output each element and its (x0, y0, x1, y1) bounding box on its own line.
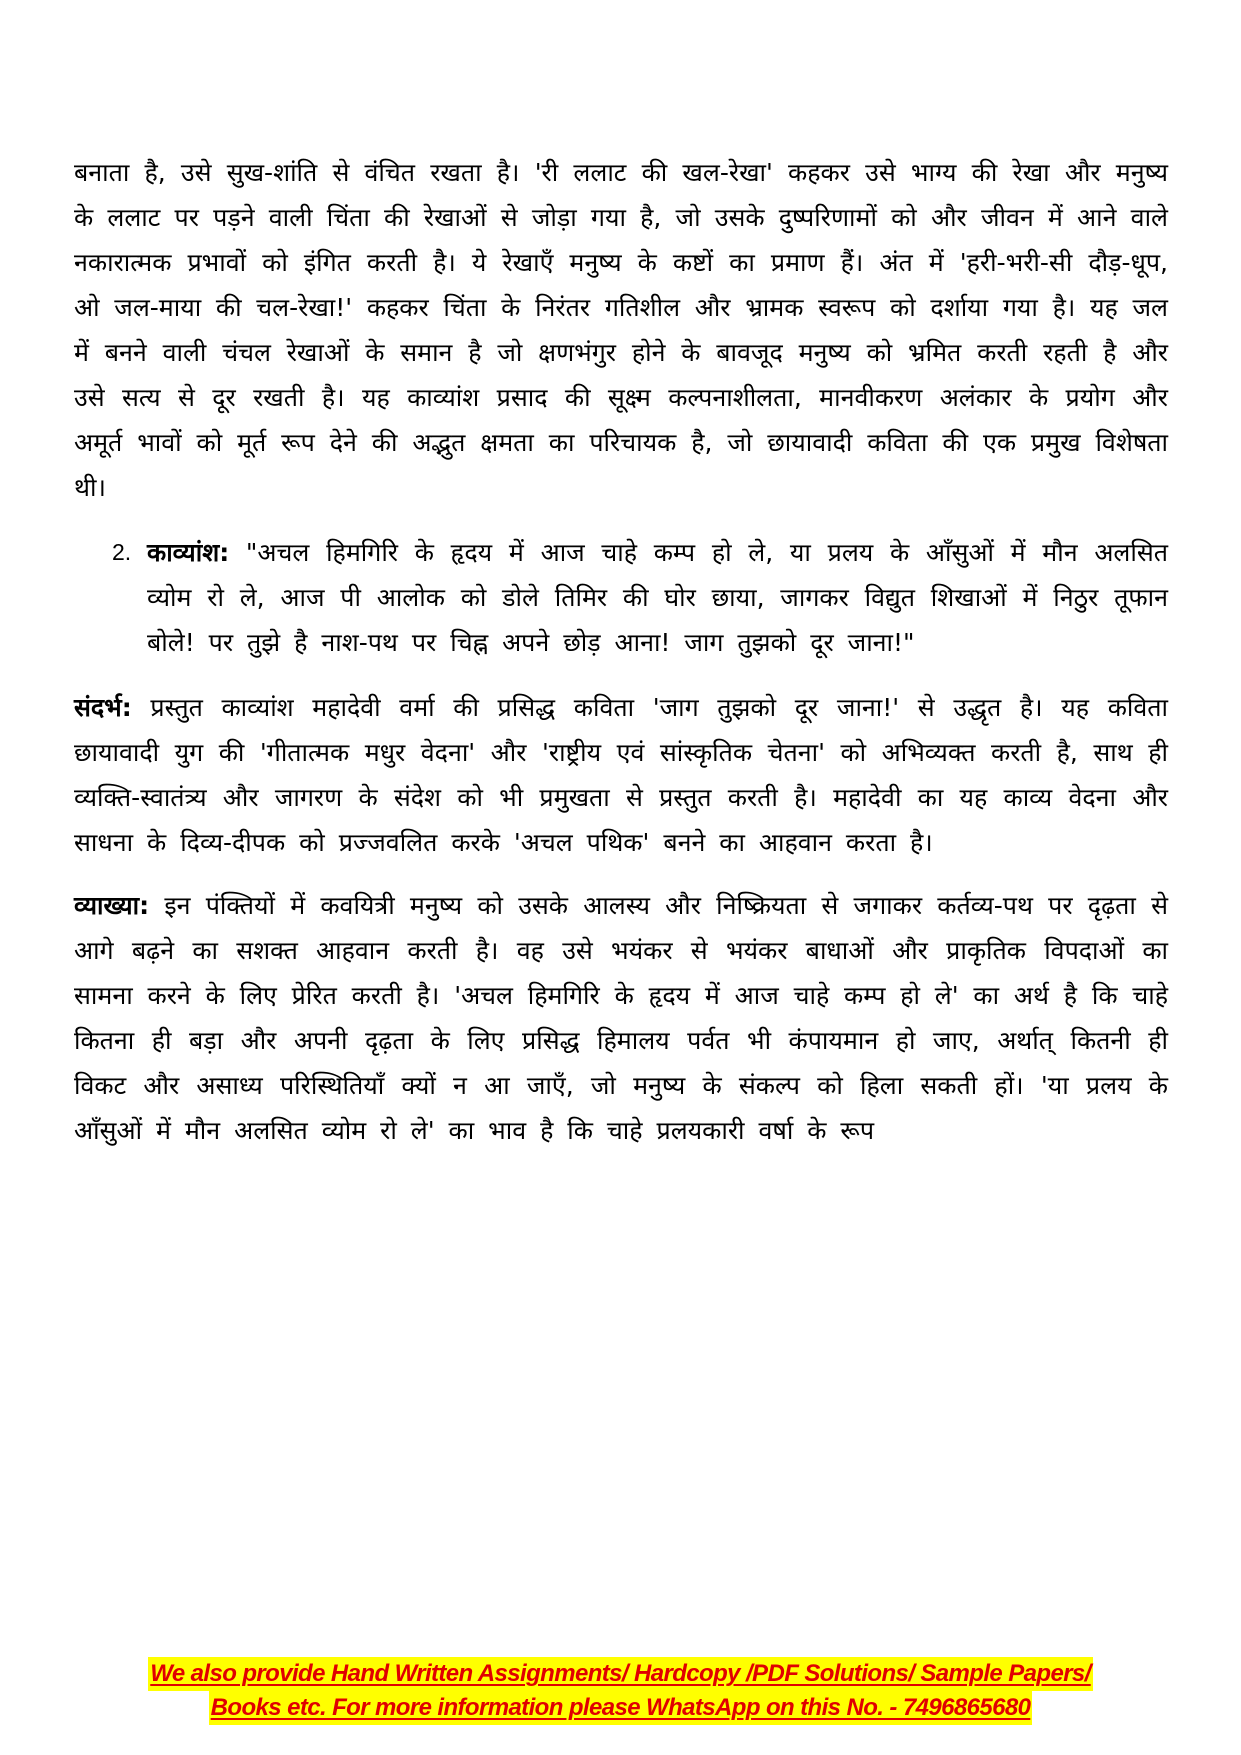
footer-banner (0, 1657, 1241, 1725)
explanation-label: व्याख्या: (74, 891, 150, 920)
list-number: 2. (112, 539, 132, 565)
context-label: संदर्भ: (74, 693, 132, 722)
explanation-paragraph (74, 883, 1168, 1153)
context-paragraph (74, 685, 1168, 865)
page-content (74, 150, 1168, 1153)
intro-paragraph: बनाता है, उसे सुख-शांति से वंचित रखता है। 'री ललाट की खल-रेखा' कहकर उसे भाग्य की रेखा और मनुष्य के ललाट पर पड़ने वाली चिंता की रेखाओं से जोड़ा गया है, जो उसके दुष्परिणामों को और जीवन में आने वाले नकारात्मक प्रभावों को इंगित करती है। ये रेखाएँ मनुष्य के कष्टों का प्रमाण हैं। अंत में 'हरी-भरी-सी दौड़-धूप, ओ जल-माया की चल-रेखा!' कहकर चिंता के निरंतर गतिशील और भ्रामक स्वरूप को दर्शाया गया है। यह जल में बनने वाली चंचल रेखाओं के समान है जो क्षणभंगुर होने के बावजूद मनुष्य को भ्रमित करती रहती है और उसे सत्य से दूर रखती है। यह काव्यांश प्रसाद की सूक्ष्म कल्पनाशीलता, मानवीकरण अलंकार के प्रयोग और अमूर्त भावों को मूर्त रूप देने की अद्भुत क्षमता का परिचायक है, जो छायावादी कविता की एक प्रमुख विशेषता थी। (74, 158, 1168, 502)
list-item (74, 530, 1168, 665)
explanation-text: इन पंक्तियों में कवयित्री मनुष्य को उसके आलस्य और निष्क्रियता से जगाकर कर्तव्य-पथ पर दृढ़ता से आगे बढ़ने का सशक्त आहवान करती है। वह उसे भयंकर से भयंकर बाधाओं और प्राकृतिक विपदाओं का सामना करने के लिए प्रेरित करती है। 'अचल हिमगिरि के हृदय में आज चाहे कम्प हो ले' का अर्थ है कि चाहे कितना ही बड़ा और अपनी दृढ़ता के लिए प्रसिद्ध हिमालय पर्वत भी कंपायमान हो जाए, अर्थात् कितनी ही विकट और असाध्य परिस्थितियाँ क्यों न आ जाएँ, जो मनुष्य के संकल्प को हिला सकती हों। 'या प्रलय के आँसुओं में मौन अलसित व्योम रो ले' का भाव है कि चाहे प्रलयकारी वर्षा के रूप (74, 891, 1168, 1145)
excerpt-label: काव्यांश: (147, 538, 230, 567)
footer-line-2: Books etc. For more information please WhatsApp on this No. - 7496865680 (209, 1691, 1033, 1725)
excerpt-text: "अचल हिमगिरि के हृदय में आज चाहे कम्प हो ले, या प्रलय के आँसुओं में मौन अलसित व्योम रो ले, आज पी आलोक को डोले तिमिर की घोर छाया, जागकर विद्युत शिखाओं में निठुर तूफान बोले! पर तुझे है नाश-पथ पर चिह्न अपने छोड़ आना! जाग तुझको दूर जाना!" (147, 538, 1168, 657)
footer-line-1: We also provide Hand Written Assignments/ Hardcopy /PDF Solutions/ Sample Papers/ (148, 1657, 1093, 1691)
context-text: प्रस्तुत काव्यांश महादेवी वर्मा की प्रसिद्ध कविता 'जाग तुझको दूर जाना!' से उद्धृत है। यह कविता छायावादी युग की 'गीतात्मक मधुर वेदना' और 'राष्ट्रीय एवं सांस्कृतिक चेतना' को अभिव्यक्त करती है, साथ ही व्यक्ति-स्वातंत्र्य और जागरण के संदेश को भी प्रमुखता से प्रस्तुत करती है। महादेवी का यह काव्य वेदना और साधना के दिव्य-दीपक को प्रज्जवलित करके 'अचल पथिक' बनने का आहवान करता है। (74, 693, 1168, 857)
excerpt-list (74, 530, 1168, 665)
